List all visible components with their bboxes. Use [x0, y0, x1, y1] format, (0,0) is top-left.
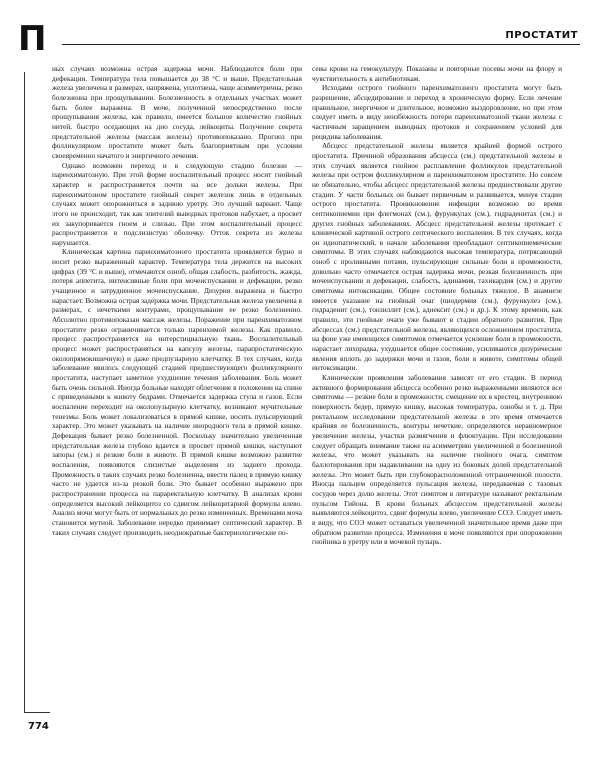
margin-rule: [24, 72, 25, 712]
right-column: [312, 64, 562, 547]
paragraph: Клиническая картина паренхиматозного простатита проявляется бурно и носит резко выраженный характер. Температура тела держится на высоких цифрах (39 °С и выше), отмечаются озноб, общая слабость, разбитость, жажда, потеря аппетита, интенсивные боли при мочеиспускании и дефекации, резко учащенное и затрудненное мочеиспускание. Дизурия выражена и быстро нарастает. Возможна острая задержка мочи. Предстательная железа увеличена в размерах, с нечеткими контурами, прощупывание ее резко болезненно. Абсолютно противопоказан массаж железы. Поражение при паренхиматозном простатите резко ограничивается только паренхимой железы. Как правило, процесс распространяется на интерстициальную ткань. Воспалительный процесс может распространяться на капсулу железы, парапростатическую околопрямокишечную) и даже предпузырную клетчатку. В тех случаях, когда заболевание явилось следующей стадией предшествующего фолликулярного простатита, наступает заметное ухудшение течения заболевания. Боль может быть очень сильной. Иногда больные находят облегчение в положении на спине с приведенными к животу бедрами. Отмечается задержка стула и газов. Если воспаление переходит на околопузырную клетчатку, возникают мучительные тенезмы. Боль может локализоваться в прямой кишке, носить пульсирующий характер. Это может указывать на наличие инородного тела в прямой кишке. Дефекация бывает резко болезненной. Поскольку значительно увеличенная предстательная железа глубоко вдается в просвет прямой кишки, наступают запоры (см.) и резкие боли в животе. В прямой кишке возможно развитие воспаления, появляются слизистые выделения из заднего прохода. Промежность в таких случаях резко болезненна, ввести палец в прямую кишку часто не удается из-за резкой боли. Это бывает особенно выражено при распространении процесса на параректальную клетчатку. В анализах крови определяется высокий лейкоцитоз со сдвигом лейкоцитарной формулы влево. Анализ мочи могут быть от нормальных до резко измененных. Временами моча становится мутной. Заболевание нередко принимает септический характер. В таких случаях следует производить неоднократные бактериологические по-: [52, 247, 302, 537]
page-number: 774: [28, 721, 49, 732]
paragraph: Абсцесс предстательной железы является крайней формой острого простатита. Причиной образования абсцесса (см.) предстательной железы в этих случаях является гнойное расплавление фолликулов предстательной железы при остром фолликулярном и паренхиматозном простатите. Но совсем не обязательно, чтобы абсцесс предстательной железы предшествовали другие стадии. У части больных он бывает первичным и развивается, минуя стадии острого простатита. Проникновение инфекции возможно во время септикопиемии при флегмонах (см.), фурункулах (см.), гидраденитах (см.) и других гнойных заболеваниях. Абсцесс предстательной железы протекает с клинической картиной острого септического воспаления. В тех случаях, когда он идиопатический, в начале заболевания преобладают септикопиемические симптомы. В этих случаях наблюдаются высокая температура, потрясающий озноб с проливными потами, пульсирующие сильные боли в промежности, довольно часто отмечается острая задержка мочи, резкая болезненность при мочеиспускании и дефекации, слабость, адинамия, тахикардия (см.) и другие симптомы интоксикации. Общее состояние больных тяжелое. В анамнезе имеется указание на гнойный очаг (пиодермия (см.), фурункулез (см.), гидраденит (см.), тонзиллит (см.), аднексит (см.) и др.). К этому времени, как правило, эти гнойные очаги уже бывают в стадии обратного развития. При абсцессах (см.) предстательной железы, являющихся осложнением простатита, на фоне уже имеющихся симптомов отмечается усиление боли в промежности, нарастает лихорадка, ухудшается общее состояние, усиливаются дизурические явления вплоть до задержки мочи и газов, боли в животе, симптомы общей интоксикации.: [312, 141, 562, 373]
header-rule: [62, 44, 580, 45]
page-number-rule: [24, 712, 50, 713]
paragraph: севы крови на гемокультуру. Показаны и повторные посевы мочи на флору и чувствительность к антибиотикам.: [312, 64, 562, 83]
paragraph: Исходами острого гнойного паренхиматозного простатита могут быть разрешение, абсцедирование и переход в хроническую форму. Если лечение правильное, энергичное и длительное, возможно выздоровление, но при этом следует иметь в виду неизбежность потери паренхиматозной ткани железы с частичным заращением выводных протоков и сохранением условий для рецидива заболевания.: [312, 83, 562, 141]
paragraph: ных случаях возможна острая задержка мочи. Наблюдаются боли при дефекации. Температура тела повышается до 38 °С и выше. Предстательная железа увеличена в размерах, напряжена, уплотнена, чаще асимметрична, резко болезненна при прощупывании. Болезненность в отдельных участках может быть более выражена. В моче, полученной непосредственно после прощупывания железы, как правило, имеется большое количество гнойных нитей, быстро оседающих на дно сосуда, лейкоциты. Получение секрета предстательной железы (массаж железы) противопоказано. Прогноз при фолликулярном простатите может быть благоприятным при условии своевременно начатого и энергичного лечения.: [52, 64, 302, 160]
paragraph: Однако возможен переход и в следующую стадию болезни — паренхиматозную. При этой форме воспалительный процесс носит гнойный характер и распространяется почти на все дольки железы. При паренхиматозном простатите гнойный секрет железок лишь в отдельных случаях может опорожниться в заднюю уретру. Это лучший вариант. Чаще этого не происходит, так как эпителий выводных протоков набухает, а просвет их закупоривается гноем и слизью. При этом воспалительный процесс распространяется в подслизистую оболочку. Отток секрета из железы нарушается.: [52, 160, 302, 247]
section-letter: П: [18, 19, 47, 59]
paragraph: Клинические проявления заболевания зависят от его стадии. В период активного формирования абсцесса особенно резко выраженными являются все симптомы — резкие боли в промежности, смещение их в крестец, внутреннюю поверхность бедер, прямую кишку, высокая температура, ознобы и т. д. При ректальном исследовании предстательной железы в это время отмечается крайняя ее болезненность, контуры нечеткие, определяются неравномерное увеличение железы, участки размягчения и флюктуации. При исследовании следует обращать внимание также на асимметрию увеличенной и болезненной железы, что может указывать на наличие гнойного очага, симптом баллотирования при надавливании на одну из боковых долей предстательной железы. Это может быть при глубокорасположенной отграниченной полости. Иногда пальцем определяется пульсация железы, передаваемая с тазовых сосудов через долю железы. Этот симптом в литературе называют ректальным пульсом Гийона. В крови больных абсцессом предстательной железы выявляются лейкоцитоз, сдвиг формулы влево, увеличение СОЭ. Следует иметь в виду, что СОЭ может оставаться увеличенной значительное время даже при обратном развитии процесса. Изменения в моче появляются при опорожнении гнойника в уретру или в мочевой пузырь.: [312, 373, 562, 547]
left-column: [52, 64, 302, 537]
running-head: ПРОСТАТИТ: [505, 30, 578, 41]
